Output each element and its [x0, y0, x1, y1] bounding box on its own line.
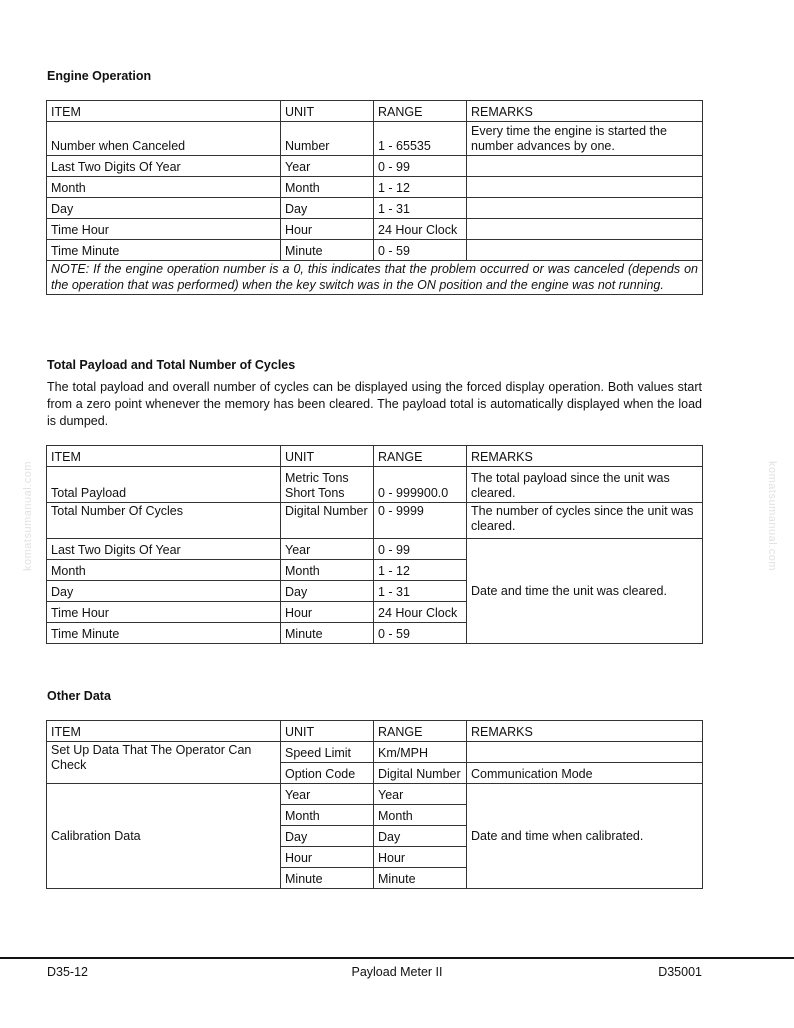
header-cell: RANGE — [374, 721, 467, 742]
table-cell: Hour — [281, 847, 374, 868]
table-row — [47, 467, 703, 503]
section-title-other-data: Other Data — [47, 689, 111, 703]
table-cell: 0 - 99 — [374, 156, 467, 177]
table-cell — [467, 219, 703, 240]
section-title-engine-operation: Engine Operation — [47, 69, 152, 83]
table-cell: Year — [281, 156, 374, 177]
table-cell: Minute — [281, 868, 374, 889]
header-cell: ITEM — [47, 446, 281, 467]
table-cell: 1 - 31 — [374, 198, 467, 219]
calibration-data-item: Calibration Data — [47, 784, 281, 889]
table-cell: 24 Hour Clock — [374, 219, 467, 240]
table-cell: 0 - 9999 — [374, 503, 467, 539]
table-cell: Month — [374, 805, 467, 826]
calibration-remark-cell: Date and time when calibrated. — [467, 784, 703, 889]
table-row — [47, 122, 703, 156]
table-cell: Number when Canceled — [47, 122, 281, 156]
table-cell: Year — [281, 784, 374, 805]
table-cell: Total Number Of Cycles — [47, 503, 281, 539]
table-row — [47, 784, 703, 805]
header-cell: UNIT — [281, 446, 374, 467]
table-cell — [467, 240, 703, 261]
table-cell: Minute — [281, 240, 374, 261]
unit-short-tons: Short Tons — [285, 486, 345, 500]
table-cell: 24 Hour Clock — [374, 602, 467, 623]
footer-document-title: Payload Meter II — [351, 965, 443, 979]
table-cell: Option Code — [281, 763, 374, 784]
table-row — [47, 742, 703, 763]
header-cell: UNIT — [281, 721, 374, 742]
table-cell: 1 - 12 — [374, 177, 467, 198]
footer-document-code: D35001 — [658, 965, 702, 979]
header-cell: ITEM — [47, 721, 281, 742]
table-cell: Speed Limit — [281, 742, 374, 763]
table-cell: Digital Number — [374, 763, 467, 784]
table-cell: 1 - 12 — [374, 560, 467, 581]
total-payload-table — [46, 445, 703, 644]
table-cell: Time Hour — [47, 219, 281, 240]
table-header-row — [47, 446, 703, 467]
table-cell — [467, 742, 703, 763]
table-cell: Hour — [374, 847, 467, 868]
table-cell: Month — [281, 805, 374, 826]
watermark-left: komatsumanual.com — [22, 461, 34, 571]
footer-divider — [0, 957, 794, 959]
table-cell: 0 - 59 — [374, 623, 467, 644]
table-cell: Day — [47, 198, 281, 219]
table-cell — [467, 177, 703, 198]
table-cell: Hour — [281, 219, 374, 240]
table-cell: Hour — [281, 602, 374, 623]
table-cell — [467, 156, 703, 177]
table-cell: Km/MPH — [374, 742, 467, 763]
table-cell: Day — [281, 581, 374, 602]
header-cell: REMARKS — [467, 721, 703, 742]
header-cell: REMARKS — [467, 101, 703, 122]
table-row — [47, 539, 703, 560]
table-cell: Day — [374, 826, 467, 847]
table-cell: Digital Number — [281, 503, 374, 539]
table-cell: Every time the engine is started the number advances by one. — [467, 122, 703, 156]
engine-operation-note: NOTE: If the engine operation number is a 0, this indicates that the problem occurred or was canceled (depends on the operation that was performed) when the key switch was in the ON position and the engine was not running. — [47, 261, 703, 295]
header-cell: UNIT — [281, 101, 374, 122]
header-cell: ITEM — [47, 101, 281, 122]
table-header-row — [47, 721, 703, 742]
table-cell: Minute — [281, 623, 374, 644]
table-cell: 0 - 59 — [374, 240, 467, 261]
table-cell: Number — [281, 122, 374, 156]
table-cell: Time Hour — [47, 602, 281, 623]
table-cell: Year — [374, 784, 467, 805]
watermark-right: komatsumanual.com — [766, 461, 778, 571]
table-row — [47, 240, 703, 261]
header-cell: RANGE — [374, 101, 467, 122]
table-cell: Month — [281, 177, 374, 198]
table-row — [47, 198, 703, 219]
table-cell: 1 - 65535 — [374, 122, 467, 156]
table-cell: Day — [281, 826, 374, 847]
merged-remark-cell: Date and time the unit was cleared. — [467, 539, 703, 644]
other-data-table — [46, 720, 703, 889]
table-row — [47, 177, 703, 198]
table-cell: 1 - 31 — [374, 581, 467, 602]
table-cell: Month — [47, 560, 281, 581]
footer-page-number: D35-12 — [47, 965, 88, 979]
table-cell: 0 - 99 — [374, 539, 467, 560]
table-cell: Total Payload — [47, 467, 281, 503]
table-cell: Year — [281, 539, 374, 560]
table-cell: Time Minute — [47, 623, 281, 644]
table-cell: Last Two Digits Of Year — [47, 539, 281, 560]
total-payload-description: The total payload and overall number of cycles can be displayed using the forced display operation. Both values start from a zero point whenever the memory has been cleared. The payload total is automatically displayed when the load is dumped. — [47, 380, 702, 428]
table-row — [47, 503, 703, 539]
setup-data-item: Set Up Data That The Operator Can Check — [47, 742, 281, 784]
table-cell: Communication Mode — [467, 763, 703, 784]
table-cell: Minute — [374, 868, 467, 889]
table-cell: The total payload since the unit was cleared. — [467, 467, 703, 503]
table-note-row — [47, 261, 703, 295]
table-cell: Last Two Digits Of Year — [47, 156, 281, 177]
table-cell: Month — [47, 177, 281, 198]
table-row — [47, 156, 703, 177]
table-cell — [281, 467, 374, 503]
table-cell: Month — [281, 560, 374, 581]
table-cell: Time Minute — [47, 240, 281, 261]
table-cell: 0 - 999900.0 — [374, 467, 467, 503]
table-cell — [467, 198, 703, 219]
header-cell: RANGE — [374, 446, 467, 467]
unit-metric-tons: Metric Tons — [285, 471, 349, 485]
section-title-total-payload: Total Payload and Total Number of Cycles — [47, 358, 296, 372]
table-cell: Day — [281, 198, 374, 219]
table-cell: The number of cycles since the unit was cleared. — [467, 503, 703, 539]
header-cell: REMARKS — [467, 446, 703, 467]
table-cell: Day — [47, 581, 281, 602]
table-row — [47, 219, 703, 240]
engine-operation-table — [46, 100, 703, 295]
table-header-row — [47, 101, 703, 122]
